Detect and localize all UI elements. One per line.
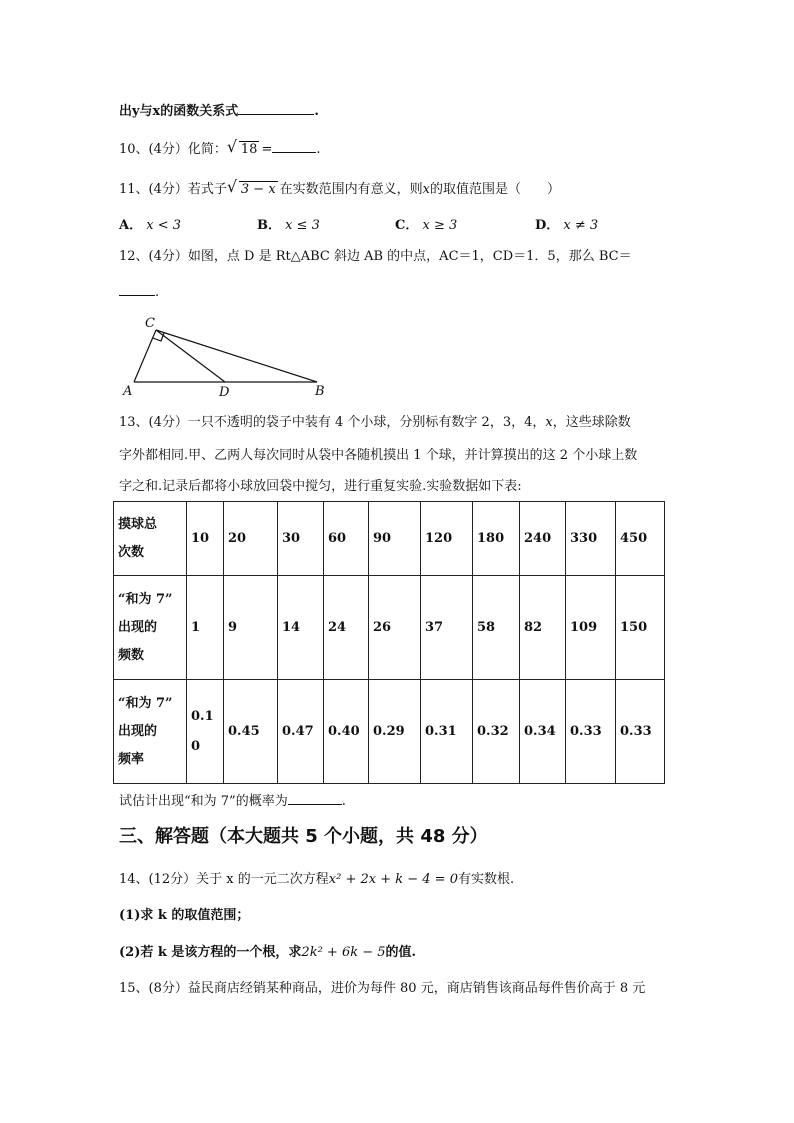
option-c[interactable]: C． x ≥ 3 xyxy=(395,218,458,233)
table-cell: 60 xyxy=(324,502,369,576)
table-cell: 109 xyxy=(566,576,616,680)
label-b: B xyxy=(315,384,325,399)
table-cell: 58 xyxy=(473,576,520,680)
table-row xyxy=(114,680,665,784)
q10-label: 10、(4分）化简： xyxy=(119,142,227,157)
section-heading: 三、解答题（本大题共 5 个小题，共 48 分） xyxy=(119,826,488,847)
table-cell: 0.33 xyxy=(566,680,616,784)
table-cell: 0.33 xyxy=(616,680,665,784)
q12-text: 12、(4分）如图，点 D 是 Rt△ABC 斜边 AB 的中点，AC＝1，CD＝1．5，那么 BC＝ xyxy=(119,249,632,264)
table-row xyxy=(114,502,665,576)
table-cell: 330 xyxy=(566,502,616,576)
q9-text: 出y与x的函数关系式 xyxy=(119,104,239,119)
option-b[interactable]: B． x ≤ 3 xyxy=(257,218,320,233)
table-cell: 0.45 xyxy=(224,680,278,784)
experiment-table xyxy=(113,501,665,784)
q11: 11、(4分）若式子√ 3 − x 在实数范围内有意义，则x的取值范围是（ ） xyxy=(119,180,560,200)
table-cell: 0.32 xyxy=(473,680,520,784)
q9-tail: 出y与x的函数关系式 . xyxy=(119,101,319,122)
table-cell: 0.47 xyxy=(278,680,324,784)
table-cell: 0.29 xyxy=(369,680,421,784)
label-a: A xyxy=(123,384,133,399)
q11-label: 11、(4分）若式子 xyxy=(119,182,227,197)
answer-blank[interactable] xyxy=(238,101,314,115)
table-row xyxy=(114,576,665,680)
sqrt-expression: √ 18 xyxy=(229,140,260,160)
median-cd xyxy=(156,330,225,382)
table-cell: 150 xyxy=(616,576,665,680)
label-c: C xyxy=(145,316,155,331)
triangle-figure xyxy=(118,312,338,402)
answer-blank[interactable] xyxy=(288,791,342,805)
equation: x² + 2x + k − 4 = 0 xyxy=(328,872,458,887)
table-cell: 9 xyxy=(224,576,278,680)
row-header: “和为 7” 出现的 频率 xyxy=(114,680,187,784)
q12 xyxy=(119,247,632,267)
q12-answer: . xyxy=(119,282,159,303)
table-cell: 0.1 0 xyxy=(187,680,224,784)
row-header: 摸球总 次数 xyxy=(114,502,187,576)
table-cell: 82 xyxy=(520,576,566,680)
side-ac xyxy=(134,330,156,382)
table-cell: 30 xyxy=(278,502,324,576)
q15: 15、(8分）益民商店经销某种商品，进价为每件 80 元，商店销售该商品每件售价高于 8 元 xyxy=(119,981,646,996)
table-cell: 240 xyxy=(520,502,566,576)
q11-options xyxy=(119,216,598,236)
table-cell: 0.40 xyxy=(324,680,369,784)
q14-part1: (1)求 k 的取值范围； xyxy=(119,908,250,923)
table-cell: 120 xyxy=(421,502,473,576)
table-cell: 14 xyxy=(278,576,324,680)
q14: 14、(12分）关于 x 的一元二次方程x² + 2x + k − 4 = 0有实数根. xyxy=(119,872,515,887)
expression: 2k² + 6k − 5 xyxy=(301,945,386,960)
table-cell: 26 xyxy=(369,576,421,680)
label-d: D xyxy=(219,385,230,400)
table-cell: 24 xyxy=(324,576,369,680)
answer-blank[interactable] xyxy=(272,139,316,153)
q13-line3: 字之和.记录后都将小球放回袋中搅匀，进行重复实验.实验数据如下表: xyxy=(119,479,522,494)
table-cell: 1 xyxy=(187,576,224,680)
table-cell: 20 xyxy=(224,502,278,576)
sqrt-expression: √ 3 − x xyxy=(229,180,278,200)
q13-estimate: 试估计出现“和为 7”的概率为 . xyxy=(119,791,346,812)
q14-part2: (2)若 k 是该方程的一个根，求2k² + 6k − 5的值. xyxy=(119,945,417,960)
q10: 10、(4分）化简：√ 18 = . xyxy=(119,139,320,160)
table-cell: 37 xyxy=(421,576,473,680)
table-cell: 450 xyxy=(616,502,665,576)
table-cell: 10 xyxy=(187,502,224,576)
row-header: “和为 7” 出现的 频数 xyxy=(114,576,187,680)
option-d[interactable]: D． x ≠ 3 xyxy=(535,218,599,233)
option-a[interactable]: A． x < 3 xyxy=(119,218,181,233)
answer-blank[interactable] xyxy=(119,282,155,296)
table-cell: 90 xyxy=(369,502,421,576)
table-cell: 180 xyxy=(473,502,520,576)
q13-line1: 13、(4分）一只不透明的袋子中装有 4 个小球，分别标有数字 2，3，4，x，这些球除数 xyxy=(119,415,631,430)
q13-line2: 字外都相同.甲、乙两人每次同时从袋中各随机摸出 1 个球，并计算摸出的这 2 个小球上数 xyxy=(119,448,638,463)
side-cb xyxy=(156,330,317,382)
table-cell: 0.34 xyxy=(520,680,566,784)
table-cell: 0.31 xyxy=(421,680,473,784)
